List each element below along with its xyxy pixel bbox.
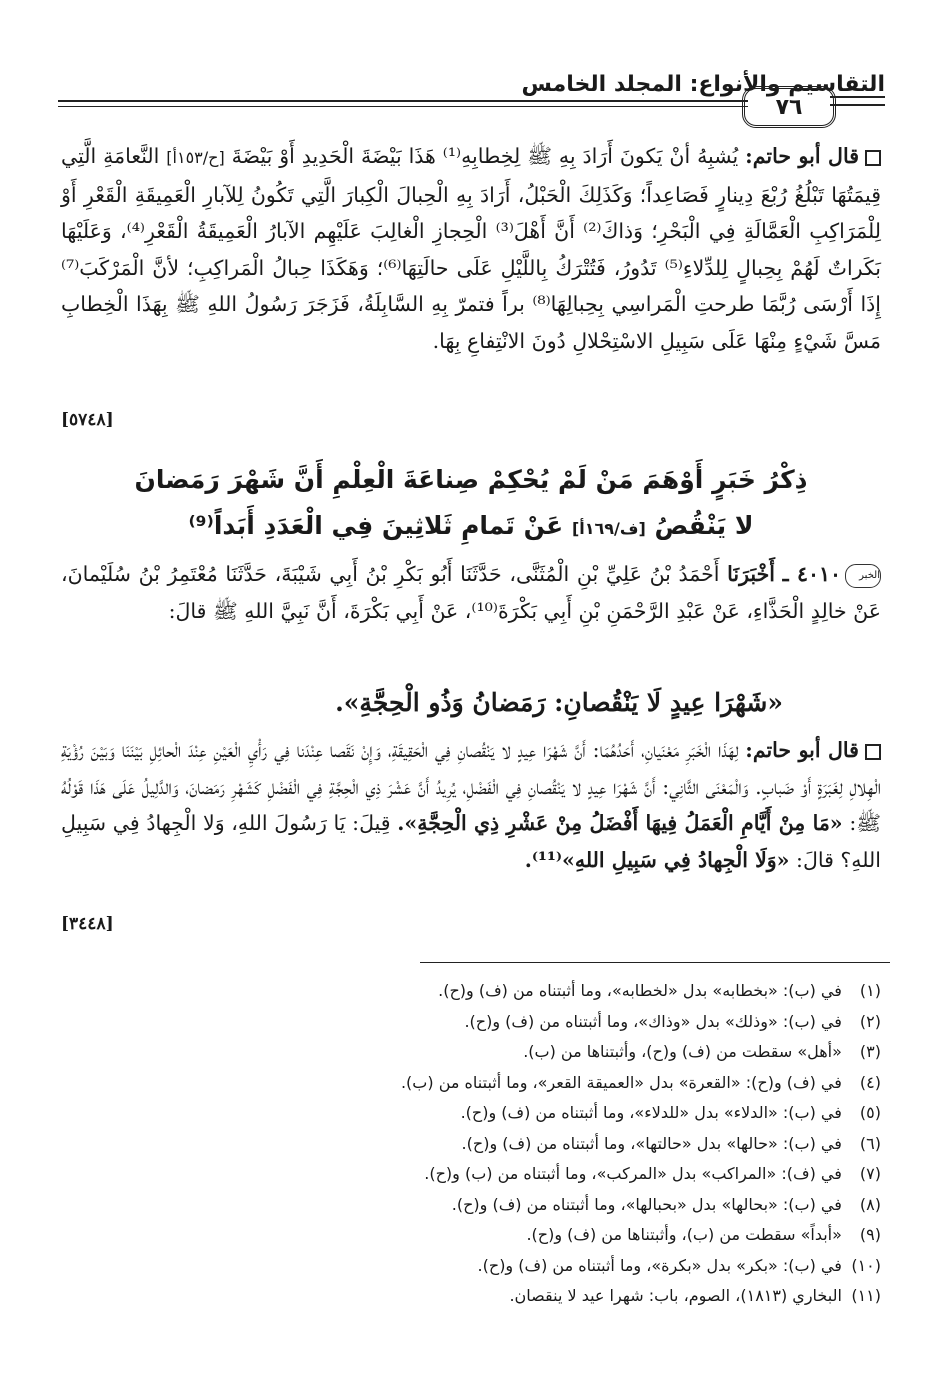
footnote-number: (٩) (859, 1225, 881, 1244)
hadith-quote: «شَهْرَا عِيدٍ لَا يَنْقُصانِ: رَمَضانُ وَذُو الْحِجَّةِ». (335, 688, 783, 717)
chapter-heading-line2 (61, 504, 881, 551)
hadith-paragraph (61, 556, 881, 676)
narration-verb: أَخْبَرَنَا (727, 562, 775, 586)
footnote-number: (٤) (859, 1072, 881, 1092)
footnote-item (61, 1190, 881, 1221)
page-number-ornament (830, 104, 885, 106)
hadith-number: ٤٠١٠ ـ (782, 562, 841, 586)
commentary-paragraph-1 (61, 138, 881, 438)
footnote-item (61, 1251, 881, 1282)
footnote-number: (١١) (851, 1286, 881, 1305)
footnote-number: (٣) (859, 1042, 881, 1061)
header-rule-thin (58, 106, 748, 107)
speaker-label: قال أبو حاتم: (745, 144, 859, 168)
footnote-item (61, 1098, 881, 1129)
footnote-number: (٥) (859, 1103, 881, 1122)
commentary-paragraph-2 (61, 732, 881, 942)
speaker-label: قال أبو حاتم: (745, 738, 859, 762)
paragraph-text: قِيلَ: يَا رَسُولَ اللهِ، وَلا الْجِهادُ فِي سَبِيلِ اللهِ؟ قالَ: (61, 811, 881, 872)
footnote-item (61, 1129, 881, 1160)
header-rule (58, 100, 748, 102)
footnotes-list (61, 976, 881, 1312)
heading-text: عَنْ تَمامِ ثَلاثِينَ فِي الْعَدَدِ أَبَداً⁽⁹⁾ (188, 511, 564, 540)
footnote-item (61, 976, 881, 1007)
footnote-item (61, 1068, 881, 1099)
footnote-item (61, 1220, 881, 1251)
footnote-text: في (ف) و(ح): «القعرة» بدل «العميقة القعر»، وما أثبتناه من (ب). (400, 1072, 842, 1092)
square-bullet-icon (865, 744, 881, 760)
footnote-text: في (ب): «بكر» بدل «بكرة»، وما أثبتناه من (ف) و(ح). (477, 1255, 842, 1275)
footnote-item (61, 1037, 881, 1068)
square-bullet-icon (865, 150, 881, 166)
manuscript-ref: [ف/١٦٩أ] (571, 519, 646, 538)
footnote-item (61, 1281, 881, 1312)
footnote-number: (٧) (859, 1164, 881, 1183)
footnote-number: (١٠) (851, 1255, 881, 1275)
page-number-ornament (830, 96, 885, 98)
footnote-number: (٢) (859, 1011, 881, 1031)
footnote-text: في (ب): «بخطابه» بدل «لخطابه»، وما أثبتناه من (ف) و(ح). (438, 981, 842, 1000)
paragraph-text: النَّعامَةِ الَّتِي قِيمَتُهَا تَبْلُغُ رُبْعَ دِينارٍ فَصَاعِداً؛ وَكَذَلِكَ الْحَبْلُ، أَرَادَ بِهِ الْحِبالَ الْكِبارَ الَّتِي تَكُونُ لِلآبارِ الْعَمِيقَةِ الْقَعْرِ أَوْ لِلْمَرَاكِبِ الْعَمَّالَةِ فِي الْبَحْرِ؛ وَذاكَ⁽²⁾ أَنَّ أَهْلَ⁽³⁾ الْحِجازِ الْغالِبَ عَلَيْهِم الآبارُ الْعَمِيقَةُ الْقَعْرِ⁽⁴⁾، وَعَلَيْهَا بَكَراتٌ لَهُمْ بِحِبالٍ لِلدِّلاءِ⁽⁵⁾ تَدُورُ، فَتُتْرَكُ بِاللَّيْلِ عَلَى حالَتِهَا⁽⁶⁾؛ وَهَكَذَا حِبالُ الْمَراكِبِ؛ لأنَّ الْمَرْكَبَ⁽⁷⁾ إِذَا أَرْسَى رُبَّمَا طرحتِ الْمَراسِي بِحِبالِهَا⁽⁸⁾ براً فتمرّ بِهِ السَّابِلَةُ، فَزَجَرَ رَسُولُ اللهِ ﷺ بِهَذَا الْخِطابِ مَسَّ شَيْءٍ مِنْهَا عَلَى سَبِيلِ الاسْتِحْلالِ دُونَ الانْتِفاعِ بِهَا. (61, 144, 882, 353)
manuscript-ref: [ح/١٥٣أ] (166, 148, 225, 167)
footnote-text: «أهل» سقطت من (ف) و(ح)، وأثبتناها من (ب). (523, 1042, 842, 1061)
footnote-text: في (ف): «المراكب» بدل «المركب»، وما أثبتناه من (ب) و(ح). (424, 1164, 842, 1183)
footnote-separator (420, 962, 890, 963)
footnote-number: (٨) (859, 1194, 881, 1214)
footnote-text: البخاري (١٨١٣)، الصوم، باب: شهرا عيد لا ينقصان. (509, 1286, 842, 1305)
footnote-item (61, 1007, 881, 1038)
isnad-text: أَحْمَدُ بْنُ عَلِيِّ بْنِ الْمُثَنَّى، حَدَّثَنَا أَبُو بَكْرِ بْنُ أَبِي شَيْبَةَ، حَدَّثَنَا مُعْتَمِرُ بْنُ سُلَيْمانَ، عَنْ خالِدٍ الْحَذَّاءِ، عَنْ عَبْدِ الرَّحْمَنِ بْنِ أَبِي بَكْرَةَ⁽¹⁰⁾، عَنْ أَبِي بَكْرَةَ، أَنَّ نَبِيَّ اللهِ ﷺ قالَ: (61, 562, 881, 623)
paragraph-text: يُشبِهُ أنْ يَكونَ أَرَادَ بِهِ ﷺ لِخِطابِهِ⁽¹⁾ هَذَا بَيْضَةَ الْحَدِيدِ أَوْ بَيْضَةَ (231, 144, 739, 168)
hadith-ref-number: [٥٧٤٨] (61, 409, 114, 430)
footnote-text: في (ب): «الدلاء» بدل «للدلاء»، وما أثبتناه من (ف) و(ح). (460, 1103, 842, 1122)
footnote-number: (١) (859, 981, 881, 1000)
paragraph-text: لِهَذَا الْخَبَرِ مَعْنَيانِ، أَحَدُهُمَا: أَنَّ شَهْرَا عِيدٍ لا يَنْقُصانِ فِي الْحَقِيقَةِ، وَإِنْ نَقَصا عِنْدَنا فِي رَأْيِ الْعَيْنِ عِنْدَ الْحائِلِ بَيْنَنَا وَبَيْنَ رُؤْيَةِ الْهِلالِ لِغَبَرَةٍ أَوْ ضَبابٍ. وَالْمَعْنَى الثَّانِي: أَنَّ شَهْرَا عِيدٍ لا يَنْقُصانِ فِي الْفَضْلِ، يُرِيدُ أَنَّ عَشْرَ ذِي الْحِجَّةِ فِي الْفَضْلِ كَشَهْرِ رَمَضانَ، وَالدَّلِيلُ عَلَى هَذَا قَوْلُهُ ﷺ: (61, 738, 881, 835)
hadith-marker-icon: الخبر (845, 564, 881, 588)
page-number: ٧٦ (742, 86, 836, 128)
footnote-item (61, 1159, 881, 1190)
footnote-text: في (ب): «حالها» بدل «حالتها»، وما أثبتناه من (ف) و(ح). (461, 1133, 842, 1153)
heading-text: لا يَنْقُصُ (654, 511, 754, 540)
footnote-text: في (ب): «بحالها» بدل «بحبالها»، وما أثبتناه من (ف) و(ح). (451, 1194, 842, 1214)
chapter-heading-line1: ذِكْرُ خَبَرٍ أَوْهَمَ مَنْ لَمْ يُحْكِمْ صِناعَةَ الْعِلْمِ أَنَّ شَهْرَ رَمَضانَ (134, 465, 808, 494)
running-header-title: التقاسيم والأنواع: المجلد الخامس (521, 72, 885, 97)
inline-quote: «مَا مِنْ أَيَّامِ الْعَمَلُ فِيهَا أَفْضَلُ مِنْ عَشْرِ ذِي الْحِجَّةِ». (397, 811, 843, 835)
footnote-text: «أبداً» سقطت من (ب)، وأثبتناها من (ف) و(ح). (526, 1225, 842, 1244)
footnote-text: في (ب): «وذلك» بدل «وذاك»، وما أثبتناه من (ف) و(ح). (464, 1011, 842, 1031)
hadith-ref-number: [٣٤٤٨] (61, 913, 114, 934)
inline-quote: «وَلَا الْجِهادُ فِي سَبِيلِ اللهِ»⁽¹¹⁾. (524, 847, 790, 872)
footnote-number: (٦) (859, 1133, 881, 1153)
